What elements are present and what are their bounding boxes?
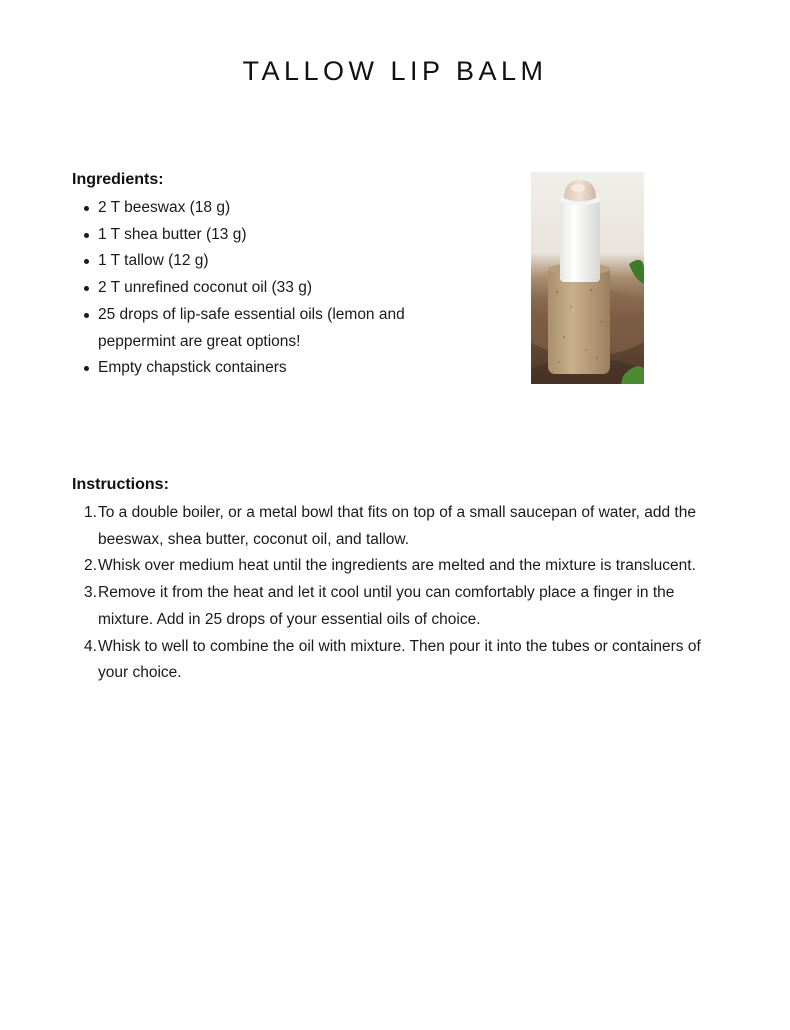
list-item	[72, 222, 412, 249]
page-title: TALLOW LIP BALM	[242, 56, 548, 86]
bullet-icon	[84, 286, 89, 291]
bullet-icon	[84, 313, 89, 318]
lip-balm-tube-photo	[531, 172, 644, 384]
ingredients-heading: Ingredients:	[72, 171, 164, 188]
step-text: Remove it from the heat and let it cool until you can comfortably place a finger in the mixture. Add in 25 drops of your essential oils of choice.	[98, 584, 675, 628]
list-item	[72, 580, 722, 633]
ingredient-text: 1 T tallow (12 g)	[98, 252, 209, 270]
instructions-heading: Instructions:	[72, 476, 169, 493]
step-number: 4.	[84, 637, 97, 655]
ingredient-text: 2 T unrefined coconut oil (33 g)	[98, 279, 312, 297]
list-item	[72, 275, 412, 302]
list-item	[72, 634, 722, 687]
ingredient-text: 1 T shea butter (13 g)	[98, 225, 247, 243]
ingredient-text: 2 T beeswax (18 g)	[98, 199, 231, 216]
ingredient-text: Empty chapstick containers	[98, 359, 287, 377]
list-item	[72, 553, 722, 580]
step-text: Whisk over medium heat until the ingredients are melted and the mixture is translucent.	[98, 557, 696, 575]
instructions-list	[72, 500, 722, 687]
ingredients-list	[72, 195, 412, 382]
list-item	[72, 248, 412, 275]
step-number: 1.	[84, 504, 97, 521]
ingredient-text: 25 drops of lip-safe essential oils (lemon and peppermint are great options!	[98, 305, 405, 350]
step-number: 3.	[84, 584, 97, 602]
list-item	[72, 195, 412, 222]
list-item	[72, 500, 722, 553]
bullet-icon	[84, 259, 89, 264]
list-item	[72, 302, 412, 355]
step-number: 2.	[84, 557, 97, 575]
bullet-icon	[84, 366, 89, 371]
bullet-icon	[84, 206, 89, 211]
step-text: To a double boiler, or a metal bowl that fits on top of a small saucepan of water, add the beeswax, shea butter, coconut oil, and tallow.	[98, 504, 696, 548]
step-text: Whisk to well to combine the oil with mixture. Then pour it into the tubes or containers of your choice.	[98, 637, 701, 682]
list-item	[72, 355, 412, 382]
bullet-icon	[84, 233, 89, 238]
